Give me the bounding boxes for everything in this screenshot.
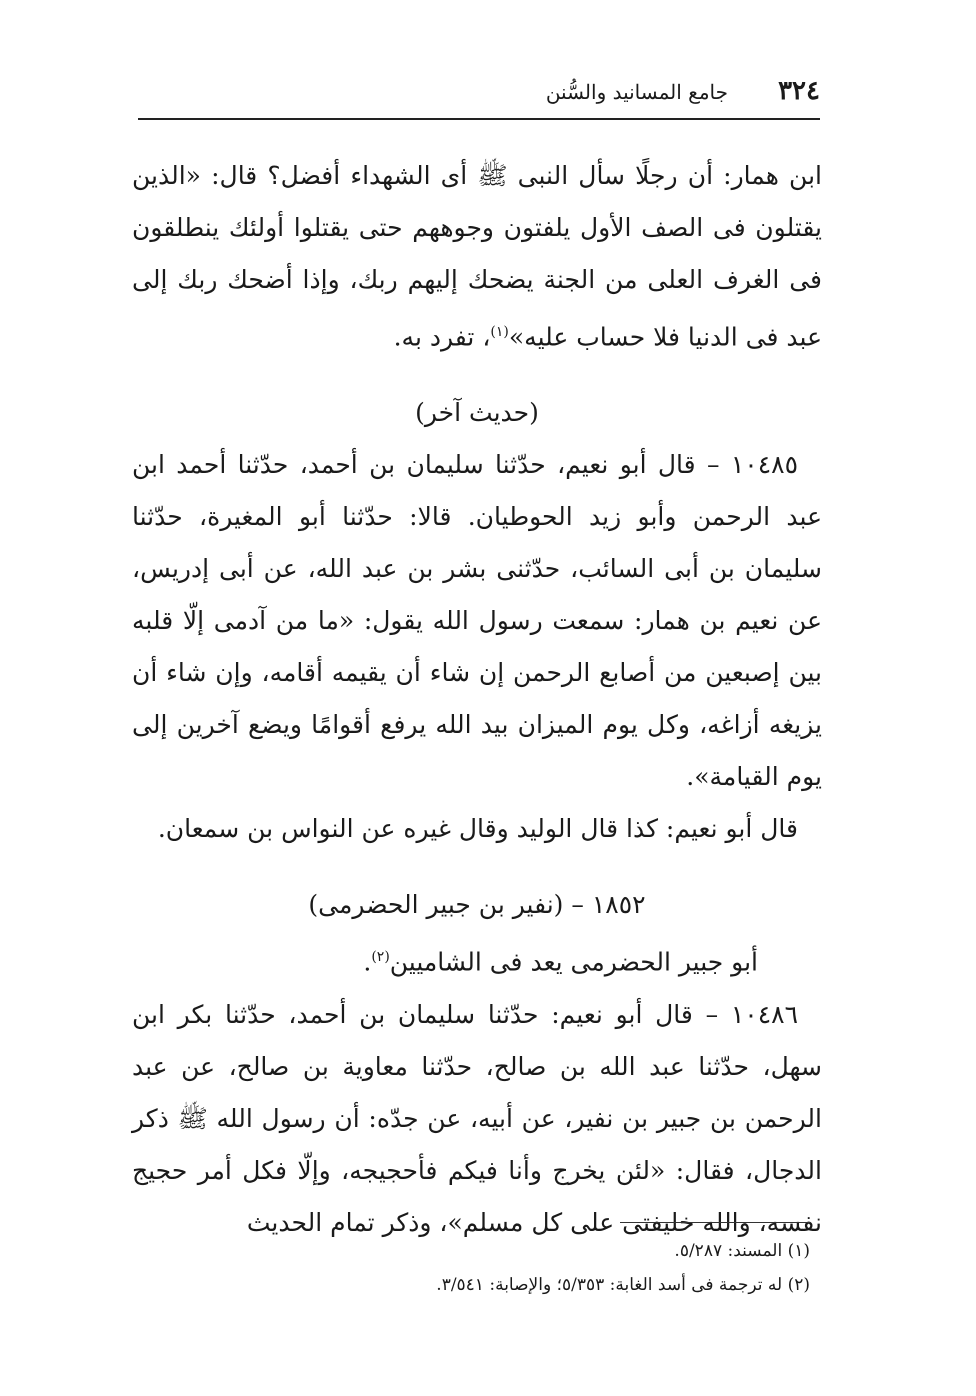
- main-text: [132, 150, 822, 1249]
- footnote-2: (٢) له ترجمة فى أسد الغابة: ٥/٣٥٣؛ والإصابة: ٣/٥٤١.: [436, 1275, 810, 1295]
- paragraph-continuation: [132, 150, 822, 363]
- narrator-note-tail: .: [363, 947, 372, 977]
- footnote-ref: (١): [490, 324, 509, 340]
- footnote-1: (١) المسند: ٥/٢٨٧.: [674, 1241, 810, 1261]
- hadith-10485: ١٠٤٨٥ – قال أبو نعيم، حدّثنا سليمان بن أحمد، حدّثنا أحمد ابن عبد الرحمن وأبو زيد الحوطيان. قالا: حدّثنا أبو المغيرة، حدّثنا سليمان بن أبى السائب، حدّثنى بشر بن عبد الله، عن أبى إدريس، عن نعيم بن همار: سمعت رسول الله يقول: «ما من آدمى إلّا قلبه بين إصبعين من أصابع الرحمن إن شاء أن يقيمه أقامه، وإن شاء أن يزيغه أزاغه، وكل يوم الميزان بيد الله يرفع أقوامًا ويضع آخرين إلى يوم القيامة».: [132, 450, 822, 792]
- paragraph-tail: ، تفرد به.: [393, 322, 491, 352]
- narrator-heading: ١٨٥٢ – (نفير بن جبير الحضرمى): [308, 890, 646, 920]
- commentary-paragraph: قال أبو نعيم: كذا قال الوليد وقال غيره عن النواس بن سمعان.: [157, 814, 798, 844]
- paragraph-text: ابن همار: أن رجلًا سأل النبى ﷺ أى الشهداء أفضل؟ قال: «الذين يقتلون فى الصف الأول يلفتون وجوههم حتى يقتلوا أولئك ينطلقون فى الغرف العلى من الجنة يضحك إليهم ربك، وإذا أضحك ربك إلى عبد فى الدنيا فلا حساب عليه»: [132, 161, 822, 352]
- narrator-note-text: أبو جبير الحضرمى يعد فى الشاميين: [389, 947, 758, 977]
- hadith-10486: ١٠٤٨٦ – قال أبو نعيم: حدّثنا سليمان بن أحمد، حدّثنا بكر ابن سهل، حدّثنا عبد الله بن صالح، حدّثنا معاوية بن صالح، عن عبد الرحمن بن جبير بن نفير، عن أبيه، عن جدّه: أن رسول الله ﷺ ذكر الدجال، فقال: «لئن يخرج وأنا فيكم فأحجيجه، وإلّا فكل أمر حجيج نفسه، والله خليفتى على كل مسلم»، وذكر تمام الحديث: [132, 999, 822, 1237]
- running-title: جامع المسانيد والسُّنن: [545, 80, 728, 104]
- footnote-divider: [620, 1222, 810, 1223]
- page-header: [138, 66, 820, 120]
- footnote-ref: (٢): [371, 949, 390, 966]
- section-heading: (حديث آخر): [415, 398, 539, 428]
- page-number: ٣٢٤: [778, 76, 820, 106]
- footnotes: [140, 1234, 810, 1302]
- narrator-note: [132, 931, 822, 988]
